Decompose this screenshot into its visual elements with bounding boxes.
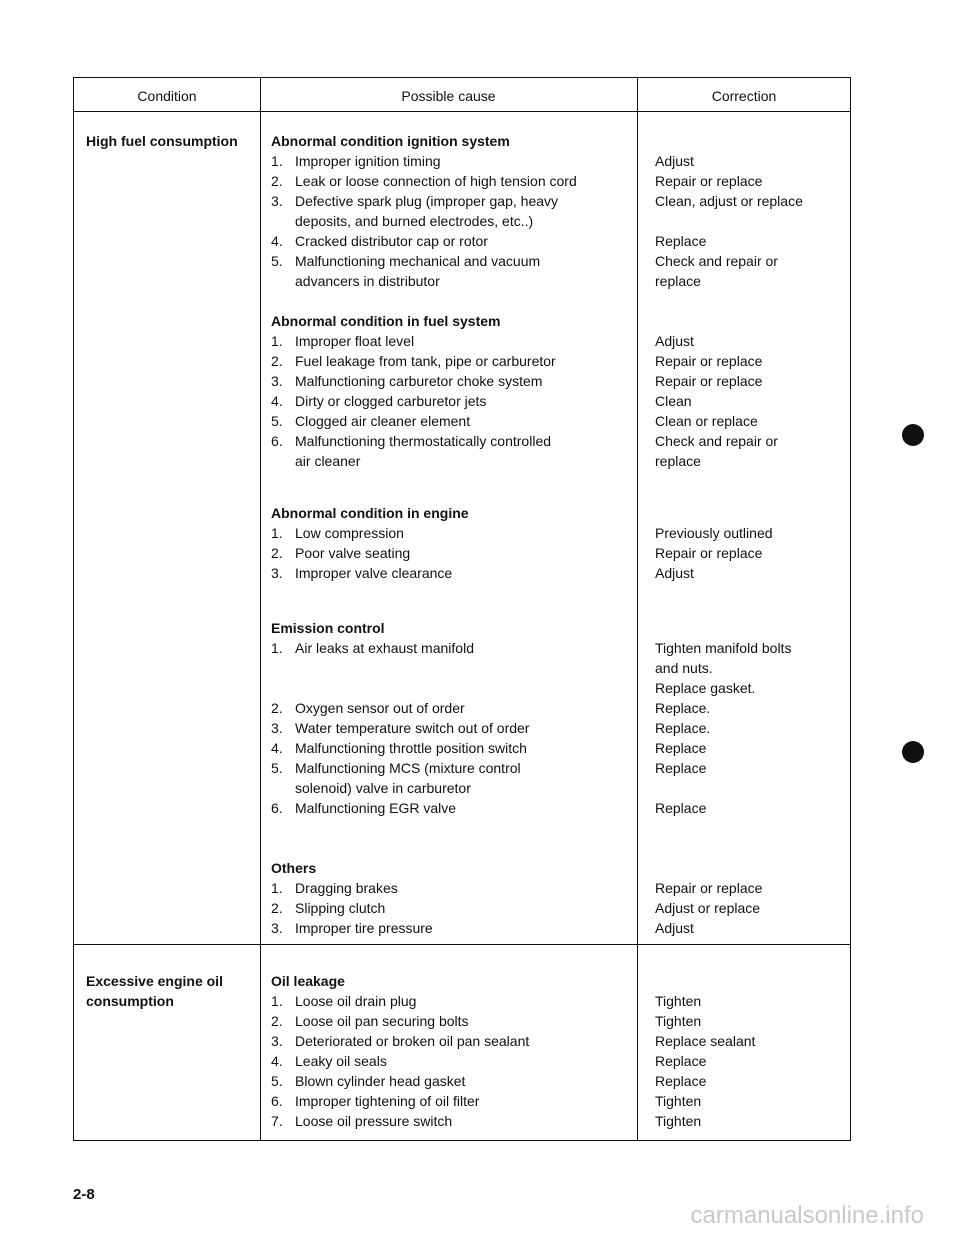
cause-line	[271, 151, 441, 171]
item-number: 3.	[271, 720, 283, 736]
correction-text: Repair or replace	[655, 173, 763, 189]
cause-line	[271, 351, 556, 371]
cause-text: Improper float level	[295, 333, 415, 349]
row-divider	[74, 944, 850, 945]
bullet-marker	[902, 741, 924, 763]
cause-line	[271, 798, 456, 818]
cause-text: Improper ignition timing	[295, 153, 441, 169]
section-title: Abnormal condition in engine	[271, 505, 469, 521]
page-number: 2-8	[73, 1186, 95, 1203]
cause-line	[295, 451, 360, 471]
cause-text: Loose oil pan securing bolts	[295, 1013, 469, 1029]
cause-text: Deteriorated or broken oil pan sealant	[295, 1033, 530, 1049]
correction-text: Check and repair or	[655, 433, 778, 449]
cause-text: Dragging brakes	[295, 880, 398, 896]
section-title: Others	[271, 860, 317, 876]
item-number: 7.	[271, 1113, 283, 1129]
correction-text: Replace	[655, 740, 707, 756]
cause-line	[295, 271, 440, 291]
correction-text: Replace	[655, 760, 707, 776]
section-title: Emission control	[271, 620, 385, 636]
correction-text: Repair or replace	[655, 545, 763, 561]
cause-text: advancers in distributor	[295, 273, 440, 289]
item-number: 2.	[271, 700, 283, 716]
item-number: 2.	[271, 545, 283, 561]
cause-text: Malfunctioning carburetor choke system	[295, 373, 543, 389]
correction-text: Adjust	[655, 920, 694, 936]
cause-line	[271, 431, 551, 451]
correction-text: Replace	[655, 1073, 707, 1089]
cause-text: Fuel leakage from tank, pipe or carburetor	[295, 353, 556, 369]
item-number: 5.	[271, 253, 283, 269]
header-condition: Condition	[137, 88, 197, 104]
item-number: 1.	[271, 525, 283, 541]
item-number: 3.	[271, 373, 283, 389]
item-number: 4.	[271, 1053, 283, 1069]
cause-line	[271, 331, 414, 351]
cause-text: Improper tire pressure	[295, 920, 433, 936]
item-number: 5.	[271, 413, 283, 429]
cause-line	[271, 758, 521, 778]
correction-text: Replace sealant	[655, 1033, 756, 1049]
correction-text: Repair or replace	[655, 353, 763, 369]
cause-line	[271, 191, 558, 211]
condition-high-fuel: High fuel consumption	[86, 133, 238, 149]
cause-line	[271, 918, 433, 938]
correction-text: Clean, adjust or replace	[655, 193, 803, 209]
item-number: 2.	[271, 173, 283, 189]
header-divider	[74, 111, 850, 112]
correction-text: Clean or replace	[655, 413, 758, 429]
condition-excessive-oil-line2: consumption	[86, 993, 174, 1009]
cause-line	[271, 231, 488, 251]
column-divider	[260, 78, 261, 1140]
cause-line	[271, 563, 452, 583]
correction-text: replace	[655, 273, 701, 289]
cause-text: air cleaner	[295, 453, 361, 469]
cause-line	[271, 1071, 465, 1091]
cause-line	[295, 211, 533, 231]
cause-text: Loose oil drain plug	[295, 993, 417, 1009]
cause-text: Blown cylinder head gasket	[295, 1073, 466, 1089]
cause-line	[271, 991, 416, 1011]
section-title: Abnormal condition in fuel system	[271, 313, 501, 329]
correction-text: Replace gasket.	[655, 680, 756, 696]
cause-text: Dirty or clogged carburetor jets	[295, 393, 487, 409]
cause-line	[271, 171, 577, 191]
item-number: 3.	[271, 1033, 283, 1049]
item-number: 6.	[271, 433, 283, 449]
cause-text: Water temperature switch out of order	[295, 720, 530, 736]
item-number: 3.	[271, 565, 283, 581]
cause-line	[271, 411, 470, 431]
cause-text: Slipping clutch	[295, 900, 386, 916]
cause-text: Air leaks at exhaust manifold	[295, 640, 474, 656]
cause-text: Oxygen sensor out of order	[295, 700, 465, 716]
cause-line	[271, 1031, 529, 1051]
cause-line	[295, 778, 471, 798]
cause-line	[271, 718, 529, 738]
cause-text: deposits, and burned electrodes, etc..)	[295, 213, 534, 229]
cause-line	[271, 251, 540, 271]
cause-text: Leaky oil seals	[295, 1053, 387, 1069]
cause-text: Low compression	[295, 525, 404, 541]
header-correction: Correction	[711, 88, 777, 104]
cause-text: Defective spark plug (improper gap, heavy	[295, 193, 559, 209]
correction-text: Replace	[655, 800, 707, 816]
cause-line	[271, 1011, 469, 1031]
cause-line	[271, 898, 385, 918]
item-number: 4.	[271, 393, 283, 409]
cause-line	[271, 523, 404, 543]
correction-text: replace	[655, 453, 701, 469]
item-number: 3.	[271, 920, 283, 936]
cause-text: Loose oil pressure switch	[295, 1113, 453, 1129]
cause-line	[271, 543, 410, 563]
item-number: 1.	[271, 993, 283, 1009]
cause-line	[271, 878, 398, 898]
correction-text: Clean	[655, 393, 692, 409]
correction-text: Replace.	[655, 700, 711, 716]
cause-line	[271, 391, 486, 411]
item-number: 5.	[271, 1073, 283, 1089]
cause-line	[271, 371, 542, 391]
correction-text: Repair or replace	[655, 880, 763, 896]
cause-text: Malfunctioning MCS (mixture control	[295, 760, 521, 776]
correction-text: Tighten manifold bolts	[655, 640, 792, 656]
correction-text: Replace	[655, 233, 707, 249]
item-number: 1.	[271, 880, 283, 896]
correction-text: Check and repair or	[655, 253, 778, 269]
section-title: Abnormal condition ignition system	[271, 133, 510, 149]
cause-text: Cracked distributor cap or rotor	[295, 233, 488, 249]
item-number: 2.	[271, 353, 283, 369]
correction-text: Tighten	[655, 1113, 702, 1129]
item-number: 1.	[271, 153, 283, 169]
section-title: Oil leakage	[271, 973, 345, 989]
cause-line	[271, 738, 527, 758]
troubleshooting-table	[73, 77, 851, 1141]
cause-text: Clogged air cleaner element	[295, 413, 471, 429]
cause-text: Malfunctioning EGR valve	[295, 800, 457, 816]
item-number: 4.	[271, 233, 283, 249]
item-number: 4.	[271, 740, 283, 756]
cause-text: Poor valve seating	[295, 545, 411, 561]
correction-text: Replace	[655, 1053, 707, 1069]
correction-text: Previously outlined	[655, 525, 773, 541]
cause-line	[271, 1051, 387, 1071]
correction-text: Tighten	[655, 1093, 702, 1109]
correction-text: Replace.	[655, 720, 711, 736]
condition-excessive-oil: Excessive engine oil	[86, 973, 223, 989]
correction-text: Adjust	[655, 153, 694, 169]
column-divider	[637, 78, 638, 1140]
cause-text: Malfunctioning mechanical and vacuum	[295, 253, 541, 269]
cause-line	[271, 698, 465, 718]
cause-line	[271, 638, 474, 658]
cause-text: Improper tightening of oil filter	[295, 1093, 480, 1109]
cause-text: solenoid) valve in carburetor	[295, 780, 471, 796]
correction-text: Tighten	[655, 1013, 702, 1029]
correction-text: and nuts.	[655, 660, 713, 676]
cause-text: Leak or loose connection of high tension cord	[295, 173, 577, 189]
item-number: 6.	[271, 1093, 283, 1109]
item-number: 2.	[271, 1013, 283, 1029]
cause-line	[271, 1091, 479, 1111]
item-number: 3.	[271, 193, 283, 209]
cause-text: Improper valve clearance	[295, 565, 453, 581]
cause-text: Malfunctioning throttle position switch	[295, 740, 527, 756]
item-number: 5.	[271, 760, 283, 776]
watermark-text: carmanualsonline.info	[690, 1202, 924, 1229]
item-number: 2.	[271, 900, 283, 916]
item-number: 1.	[271, 640, 283, 656]
bullet-marker	[902, 424, 924, 446]
correction-text: Adjust or replace	[655, 900, 761, 916]
cause-text: Malfunctioning thermostatically controlled	[295, 433, 552, 449]
correction-text: Adjust	[655, 565, 694, 581]
correction-text: Adjust	[655, 333, 694, 349]
correction-text: Tighten	[655, 993, 702, 1009]
correction-text: Repair or replace	[655, 373, 763, 389]
header-possible-cause: Possible cause	[401, 88, 496, 104]
cause-line	[271, 1111, 452, 1131]
item-number: 1.	[271, 333, 283, 349]
item-number: 6.	[271, 800, 283, 816]
